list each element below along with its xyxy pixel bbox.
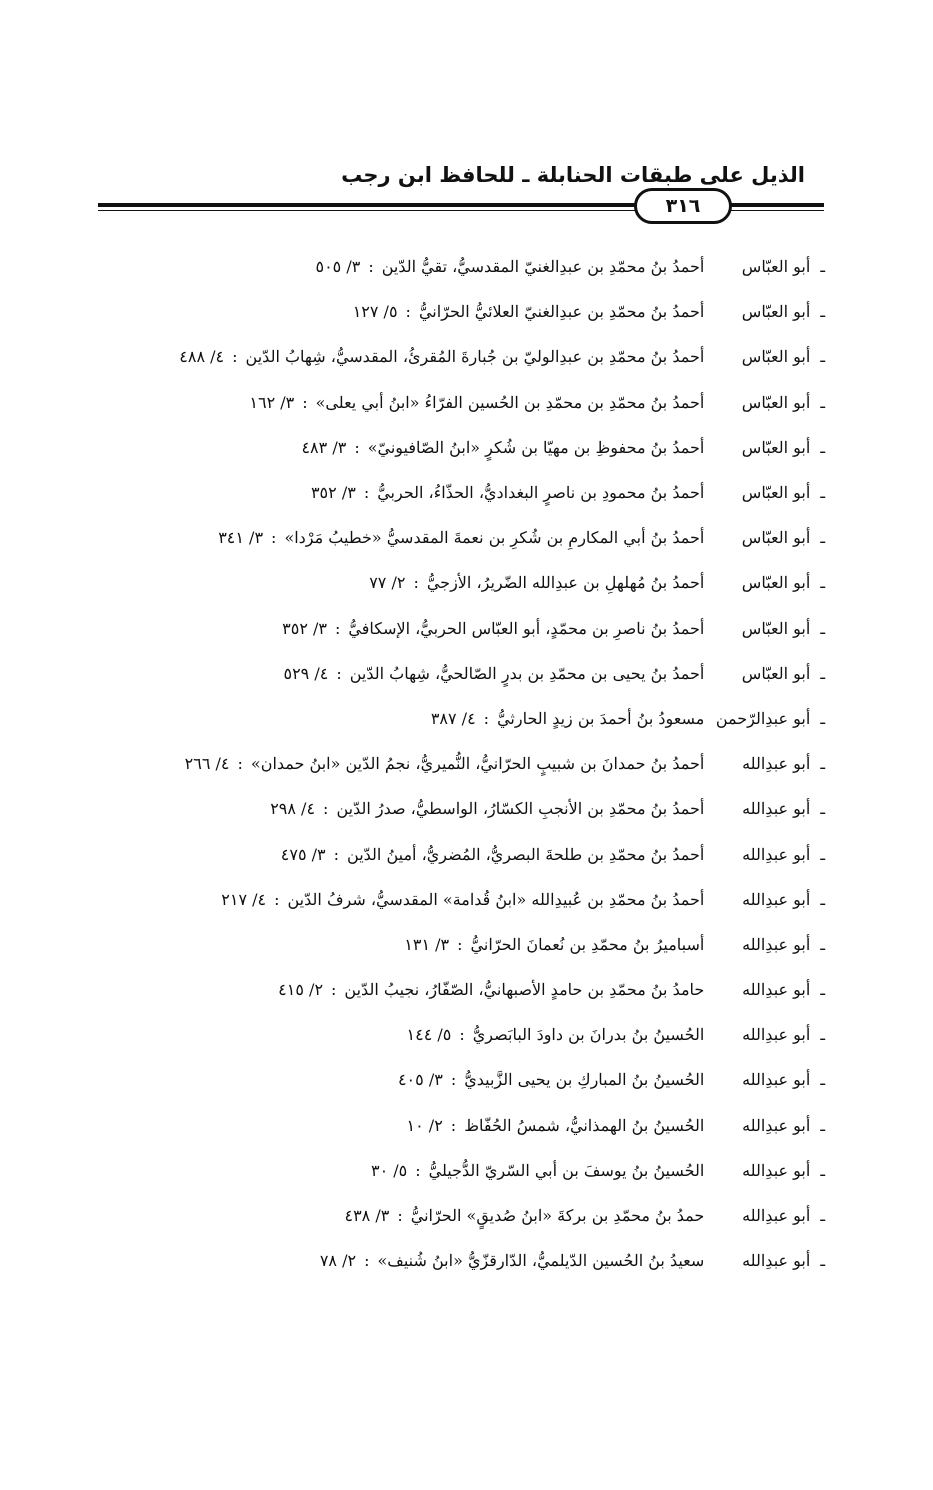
entry-dash: ـ [820, 799, 825, 819]
entry-colon: : [237, 754, 243, 774]
index-entry [150, 1057, 825, 1102]
page-number: ٣١٦ [634, 188, 732, 224]
index-entry [150, 1012, 825, 1057]
entry-name: مسعودُ بنُ أحمدَ بن زيدٍ الحارثيُّ [497, 708, 705, 728]
entry-dash: ـ [820, 302, 825, 322]
index-entry [150, 831, 825, 876]
index-entry [150, 922, 825, 967]
entry-dash: ـ [820, 708, 825, 728]
entry-kunya: أبو العبّاس [741, 528, 811, 548]
entry-name: أحمدُ بنُ حمدانَ بن شبيبٍ الحرّانيُّ، النُّميريُّ، نجمُ الدّين «ابنُ حمدان» [250, 754, 705, 774]
entry-name: أحمدُ بنُ محمّدِ بن عُبيدِالله «ابنُ قُدامة» المقدسيُّ، شرفُ الدّين [287, 889, 705, 909]
entry-name: الحُسينُ بنُ يوسفَ بن أبي السّريّ الدُّجيليُّ [428, 1160, 705, 1180]
entry-kunya: أبو العبّاس [741, 257, 811, 277]
entry-dash: ـ [820, 483, 825, 503]
entry-name: أحمدُ بنُ ناصرِ بن محمّدٍ، أبو العبّاس الحربيُّ، الإسكافيُّ [348, 618, 705, 638]
entry-colon: : [336, 663, 342, 683]
entry-volume-page-ref: ٣/ ١٦٢ [249, 392, 295, 412]
entry-kunya: أبو العبّاس [741, 483, 811, 503]
entry-volume-page-ref: ٣/ ٣٤١ [218, 528, 264, 548]
entry-name: حمدُ بنُ محمّدِ بن بركةَ «ابنُ صُديقٍ» الحرّانيُّ [410, 1206, 705, 1226]
entry-colon: : [354, 437, 360, 457]
entry-kunya: أبو العبّاس [741, 437, 811, 457]
entry-colon: : [302, 392, 308, 412]
index-entry [150, 606, 825, 651]
entry-kunya: أبو العبّاس [741, 663, 811, 683]
index-entry [150, 515, 825, 560]
entry-name: أحمدُ بنُ محمّدِ بن محمّدِ بن الحُسين الفرّاءُ «ابنُ أبي يعلى» [315, 392, 705, 412]
entry-name: أحمدُ بنُ مُهلهلِ بن عبدِالله الضّريرُ، الأزجيُّ [426, 573, 705, 593]
index-entry [150, 560, 825, 605]
entry-colon: : [415, 1160, 421, 1180]
index-entry [150, 967, 825, 1012]
index-entry [150, 741, 825, 786]
index-entry [150, 877, 825, 922]
entry-volume-page-ref: ٤/ ٢١٧ [221, 889, 267, 909]
entry-colon: : [413, 573, 419, 593]
entry-name: أحمدُ بنُ محمودِ بن ناصرٍ البغداديُّ، الحذّاءُ، الحربيُّ [377, 483, 705, 503]
index-entry [150, 1193, 825, 1238]
entry-volume-page-ref: ٣/ ١٣١ [404, 934, 450, 954]
index-entry-list [150, 244, 825, 1283]
entry-volume-page-ref: ٢/ ٤١٥ [278, 980, 324, 1000]
entry-name: أحمدُ بنُ أبي المكارمِ بن شُكرِ بن نعمةَ المقدسيُّ «خطيبُ مَرْدا» [284, 528, 705, 548]
entry-kunya: أبو العبّاس [741, 302, 811, 322]
entry-dash: ـ [820, 980, 825, 1000]
entry-volume-page-ref: ٢/ ٧٨ [319, 1251, 357, 1271]
entry-name: أحمدُ بنُ يحيى بن محمّدِ بن بدرٍ الصّالحيُّ، شِهابُ الدّين [349, 663, 705, 683]
entry-kunya: أبو العبّاس [741, 618, 811, 638]
entry-dash: ـ [820, 1070, 825, 1090]
entry-kunya: أبو عبدِالله [742, 889, 811, 909]
entry-colon: : [274, 889, 280, 909]
entry-kunya: أبو عبدِالرّحمن [715, 708, 811, 728]
entry-kunya: أبو عبدِالله [742, 1115, 811, 1135]
entry-dash: ـ [820, 573, 825, 593]
entry-dash: ـ [820, 1160, 825, 1180]
entry-volume-page-ref: ٥/ ١٢٧ [352, 302, 398, 322]
index-entry [150, 289, 825, 334]
index-entry [150, 1103, 825, 1148]
entry-dash: ـ [820, 754, 825, 774]
entry-volume-page-ref: ٤/ ٢٦٦ [184, 754, 230, 774]
entry-dash: ـ [820, 392, 825, 412]
entry-kunya: أبو عبدِالله [742, 799, 811, 819]
entry-kunya: أبو العبّاس [741, 392, 811, 412]
entry-dash: ـ [820, 257, 825, 277]
entry-colon: : [450, 1115, 457, 1135]
entry-colon: : [323, 799, 329, 819]
index-entry [150, 1148, 825, 1193]
entry-volume-page-ref: ٤/ ٣٨٧ [430, 708, 476, 728]
entry-dash: ـ [820, 1251, 825, 1271]
entry-volume-page-ref: ٣/ ٥٠٥ [315, 257, 361, 277]
entry-name: حامدُ بنُ محمّدِ بن حامدٍ الأصبهانيُّ، الصّفّارُ، نجيبُ الدّين [344, 980, 705, 1000]
entry-kunya: أبو عبدِالله [742, 1025, 811, 1045]
entry-volume-page-ref: ٤/ ٤٨٨ [179, 347, 225, 367]
entry-kunya: أبو عبدِالله [742, 1206, 811, 1226]
entry-kunya: أبو عبدِالله [742, 1070, 811, 1090]
entry-dash: ـ [820, 934, 825, 954]
entry-volume-page-ref: ٣/ ٤٨٣ [301, 437, 347, 457]
entry-colon: : [331, 980, 337, 1000]
entry-volume-page-ref: ٥/ ٣٠ [371, 1160, 408, 1180]
entry-name: الحُسينُ بنُ بدرانَ بن داودَ البابَصريُّ [472, 1025, 705, 1045]
entry-dash: ـ [820, 889, 825, 909]
entry-kunya: أبو عبدِالله [742, 980, 811, 1000]
index-entry [150, 1238, 825, 1283]
entry-kunya: أبو عبدِالله [742, 1160, 811, 1180]
entry-volume-page-ref: ٥/ ١٤٤ [406, 1025, 452, 1045]
entry-dash: ـ [820, 618, 825, 638]
index-entry [150, 651, 825, 696]
entry-volume-page-ref: ٢/ ١٠ [406, 1115, 443, 1135]
entry-volume-page-ref: ٤/ ٢٩٨ [270, 799, 316, 819]
index-entry [150, 786, 825, 831]
entry-colon: : [397, 1206, 403, 1226]
entry-volume-page-ref: ٣/ ٣٥٢ [282, 618, 327, 638]
entry-colon: : [459, 1025, 465, 1045]
entry-kunya: أبو عبدِالله [742, 1251, 811, 1271]
entry-colon: : [232, 347, 238, 367]
index-entry [150, 244, 825, 289]
entry-colon: : [368, 257, 374, 277]
entry-dash: ـ [820, 347, 825, 367]
entry-dash: ـ [820, 844, 825, 864]
entry-kunya: أبو عبدِالله [742, 934, 811, 954]
entry-name: سعيدُ بنُ الحُسين الدّيلميُّ، الدّارقزّيُّ «ابنُ شُنيف» [377, 1251, 705, 1271]
entry-colon: : [457, 934, 463, 954]
entry-name: أحمدُ بنُ محمّدِ بن طلحةَ البصريُّ، المُضريُّ، أمينُ الدّين [347, 844, 705, 864]
entry-kunya: أبو عبدِالله [742, 844, 811, 864]
index-entry [150, 470, 825, 515]
entry-dash: ـ [820, 437, 825, 457]
entry-volume-page-ref: ٣/ ٤٠٥ [397, 1070, 443, 1090]
entry-colon: : [334, 618, 341, 638]
entry-colon: : [363, 483, 370, 503]
entry-volume-page-ref: ٤/ ٥٢٩ [283, 663, 329, 683]
entry-name: أحمدُ بنُ محمّدِ بن عبدِالغنيّ المقدسيُّ، تقيُّ الدّين [381, 257, 705, 277]
entry-name: أحمدُ بنُ محمّدِ بن عبدِالوليّ بن جُبارةَ المُقرئُ، المقدسيُّ، شِهابُ الدّين [245, 347, 705, 367]
entry-name: أحمدُ بنُ محمّدِ بن عبدِالغنيّ العلائيُّ الحرّانيُّ [418, 302, 705, 322]
entry-dash: ـ [820, 1115, 825, 1135]
entry-dash: ـ [820, 663, 825, 683]
index-entry [150, 425, 825, 470]
entry-dash: ـ [820, 1025, 825, 1045]
entry-kunya: أبو العبّاس [741, 573, 811, 593]
entry-volume-page-ref: ٢/ ٧٧ [369, 573, 406, 593]
index-entry [150, 380, 825, 425]
entry-volume-page-ref: ٣/ ٤٧٥ [280, 844, 326, 864]
entry-name: الحُسينُ بنُ الهمذانيُّ، شمسُ الحُفّاظ [464, 1115, 705, 1135]
running-title: الذيل على طبقات الحنابلة ـ للحافظ ابن رجب [341, 163, 805, 187]
entry-dash: ـ [820, 528, 825, 548]
entry-colon: : [271, 528, 277, 548]
entry-colon: : [483, 708, 490, 728]
entry-dash: ـ [820, 1206, 825, 1226]
entry-colon: : [333, 844, 340, 864]
entry-colon: : [364, 1251, 370, 1271]
entry-name: أسباميرُ بنُ محمّدِ بن نُعمانَ الحرّانيُّ [470, 934, 705, 954]
entry-name: الحُسينُ بنُ المباركِ بن يحيى الزَّبيديُّ [464, 1070, 705, 1090]
entry-name: أحمدُ بنُ محفوظِ بن مهيّا بن شُكرٍ «ابنُ الصّافيونيّ» [367, 437, 705, 457]
entry-kunya: أبو العبّاس [741, 347, 811, 367]
index-entry [150, 696, 825, 741]
entry-volume-page-ref: ٣/ ٣٥٢ [310, 483, 356, 503]
entry-colon: : [405, 302, 411, 322]
entry-kunya: أبو عبدِالله [742, 754, 811, 774]
index-entry [150, 334, 825, 379]
entry-volume-page-ref: ٣/ ٤٣٨ [344, 1206, 390, 1226]
entry-name: أحمدُ بنُ محمّدِ بن الأنجبِ الكسّارُ، الواسطيُّ، صدرُ الدّين [336, 799, 705, 819]
entry-colon: : [450, 1070, 457, 1090]
